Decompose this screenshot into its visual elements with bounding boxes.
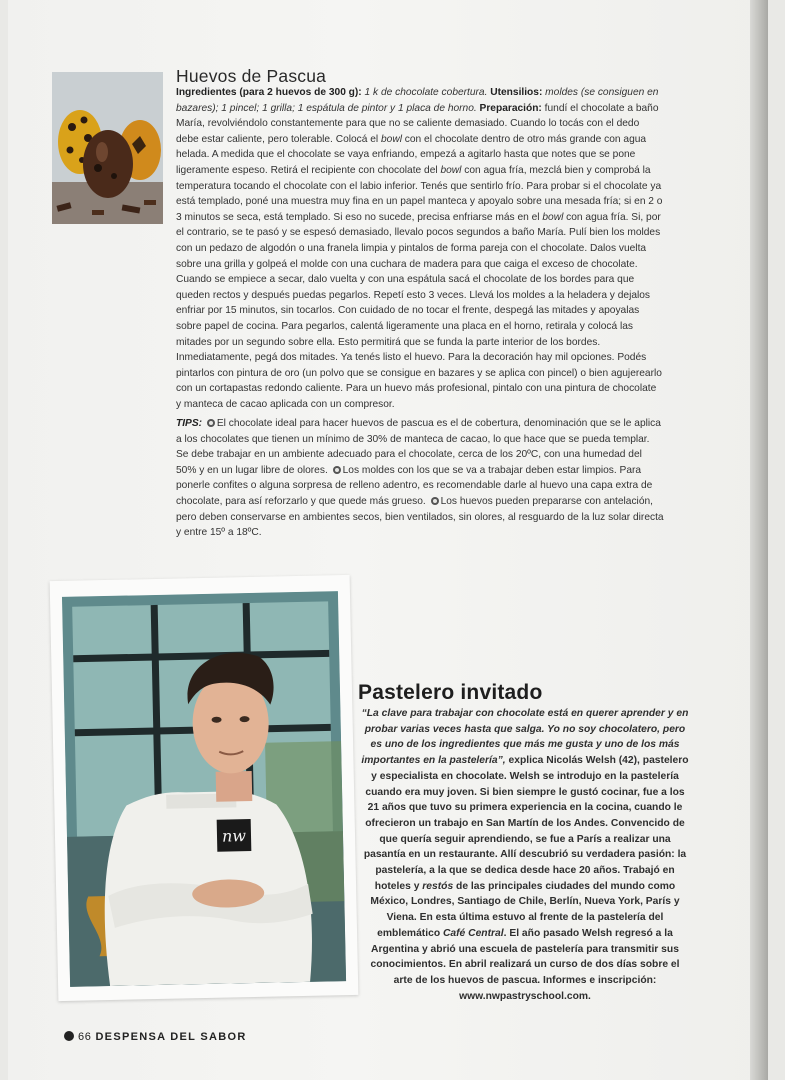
tip-item: Los huevos pueden prepararse con antelación, pero deben conservarse en ambientes secos, bien ventilados, sin olores, al resguardo de la luz solar directa y entre 15º a 18ºC. — [176, 495, 664, 539]
chef-photo — [62, 591, 346, 987]
guest-body-text: explica Nicolás Welsh (42), pastelero y especialista en chocolate. Welsh se introdujo en la pastelería cuando era muy joven. Si bien siempre le gustó cocinar, fue a los 21 años que tuvo su primera experiencia en la cocina, cuando le ofrecieron un trabajo en San Martín de los Andes. Convencido de que quería seguir aprendiendo, se fue a París a realizar una pasantía en un restaurante. Allí descubrió su verdadera pasión: la pastelería, a la que se dedica desde hace 20 años. Trabajó en hoteles y — [363, 755, 689, 892]
tips-section — [176, 416, 664, 541]
cafe-name: Café Central — [442, 927, 504, 939]
guest-body-text: de las principales ciudades del mundo como México, Londres, Santiago de Chile, Berlín, Nueva York, París y Viena. En esta última estuvo al frente de la pastelería del emblemático — [370, 880, 680, 939]
bowl-term: bowl — [440, 164, 462, 176]
preparation-text: fundí el chocolate a baño María, revolviéndolo constantemente para que no se caliente demasiado. Cuando lo tocás con el dedo debe estar caliente, pero tolerable. Colocá el — [176, 102, 659, 145]
chef-illustration — [62, 591, 346, 987]
tip-item: El chocolate ideal para hacer huevos de pascua es el de cobertura, denominación que se le aplica a los chocolates que tienen un mínimo de 30% de manteca de cacao, lo que hace que se pueda templar. Se debe trabajar en un ambiente adecuado para el chocolate, cerca de los 20ºC, con una humedad del 50% y en un lugar libre de olores. — [176, 418, 661, 476]
preparation-label: Preparación: — [479, 102, 542, 114]
preparation-text: con agua fría. Si, por el contrario, se te pasó y se espesó demasiado, llevalo pocos segundos a baño María. Pulí bien los moldes con un pedazo de algodón o una franela limpia y pintalos de forma pareja con el chocolate. Dalos vuelta sobre una grilla y golpeá el molde con una cuchara de madera para que caiga el exceso de chocolate. Cuando se empiece a secar, dalo vuelta y con una espátula sacá el chocolate de los bordes para que queden rectos y después puedas pegarlos. Repetí esto 3 veces. Llevá los moldes a la heladera y dejalos enfriar por 15 minutos, sin tocarlos. Con cuidado de no tocar el frente, despegá las mitades y apoyalas sobre papel de cocina. Para pegarlos, calentá ligeramente una placa en el horno, retirala y colocá las mitades por un segundo sobre ella. Esto permitirá que se funda la parte interior de los bordes. Inmediatamente, pegá dos mitades. Ya tenés listo el huevo. Para la decoración hay mil opciones. Podés pintarlos con pintura de oro (un polvo que se consigue en bazares y se aplica con pincel) o bien agujerearlo con un cortapastas redondo caliente. Para un huevo más profesional, pintalo con una pintura de chocolate y manteca de cacao aplicada con un compresor. — [176, 211, 662, 410]
utensils-label: Utensilios: — [490, 87, 543, 98]
guest-chef-text — [360, 706, 690, 1004]
utensils-value: moldes (se consiguen en bazares); 1 pincel; 1 grilla; 1 espátula de pintor y 1 placa de horno. — [176, 87, 659, 114]
chef-quote: “La clave para trabajar con chocolate está en querer aprender y en probar varias veces hasta que salga. Yo no soy chocolatero, pero es uno de los ingredientes que más me gusta y uno de los más importantes en la pastelería”, — [361, 708, 689, 767]
page-spine — [750, 0, 768, 1080]
restos-term: restós — [422, 880, 454, 892]
jacket-logo-text: nw — [221, 826, 247, 846]
bowl-term: bowl — [542, 211, 564, 223]
page-number: 66 — [78, 1031, 92, 1043]
magazine-logo-icon — [64, 1031, 74, 1041]
guest-chef-title: Pastelero invitado — [358, 681, 543, 704]
ingredients-label: Ingredientes (para 2 huevos de 300 g): — [176, 87, 362, 98]
tip-item: Los moldes con los que se va a trabajar deben estar limpios. Para ponerle confites o alguna sorpresa de relleno adentro, es recomendable darle al huevo una capa extra de chocolate, para así reforzarlo y que quede más grueso. — [176, 464, 653, 507]
bullet-icon — [207, 419, 215, 427]
bullet-icon — [431, 497, 439, 505]
ingredients-value: 1 k de chocolate cobertura. — [361, 87, 491, 98]
preparation-text: con el chocolate dentro de otro más grande con agua helada. A medida que el chocolate se vaya enfriando, empezá a agitarlo hasta que notes que se pone ligeramente espeso. Retirá el recipiente con chocolate del — [176, 133, 647, 176]
dark-chocolate-egg — [83, 130, 133, 198]
easter-eggs-illustration — [52, 72, 163, 224]
magazine-page — [8, 0, 768, 1080]
recipe-title: Huevos de Pascua — [176, 66, 327, 86]
preparation-text: con agua fría, mezclá bien y comprobá la temperatura tocando el chocolate con el labio inferior. Tenés que sentirlo frío. Para probar si el chocolate ya está templado, poné una muestra muy fina en un papel manteca y apoyalo sobre una mesada fría; si en 2 o 3 minutos se seca, está templado. Si eso no sucede, precisa enfriarse más en el — [176, 164, 663, 223]
tips-label: TIPS: — [176, 418, 203, 429]
magazine-name: DESPENSA DEL SABOR — [95, 1031, 247, 1043]
bowl-term: bowl — [381, 133, 402, 145]
easter-eggs-photo — [52, 72, 163, 224]
recipe-text — [176, 85, 664, 412]
guest-body-text: . El año pasado Welsh regresó a la Argentina y abrió una escuela de pastelería para transmitir sus conocimientos. En abril realizará un curso de dos días sobre el arte de los huevos de pascua. Informes e inscripción: www.nwpastryschool.com. — [370, 927, 680, 1002]
chef-photo-frame — [50, 575, 359, 1001]
page-footer — [64, 1031, 247, 1043]
bullet-icon — [333, 466, 341, 474]
